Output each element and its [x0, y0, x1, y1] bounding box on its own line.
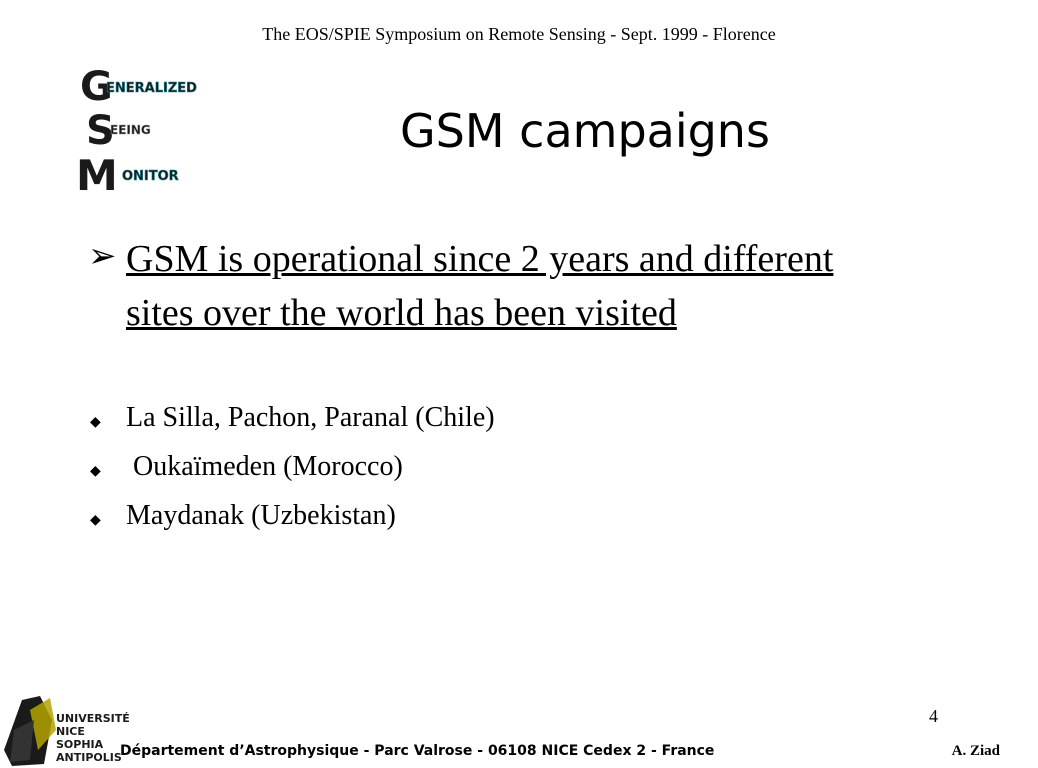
uni-logo-line-1: UNIVERSITÉ — [56, 712, 130, 725]
footer-author: A. Ziad — [951, 743, 1000, 759]
diamond-bullet-icon: ◆ — [90, 464, 101, 479]
diamond-bullet-icon: ◆ — [90, 513, 101, 528]
diamond-bullet-icon: ◆ — [90, 415, 101, 430]
logo-letter-s: S — [86, 108, 115, 154]
logo-letter-g: G — [80, 64, 113, 110]
list-item-label: La Silla, Pachon, Paranal (Chile) — [126, 402, 495, 433]
logo-word-2: EEING — [110, 123, 151, 137]
slide-title: GSM campaigns — [400, 104, 770, 158]
list-item-label: Oukaïmeden (Morocco) — [126, 451, 403, 482]
slide-header: The EOS/SPIE Symposium on Remote Sensing - Sept. 1999 - Florence — [262, 24, 776, 44]
university-logo — [0, 690, 130, 768]
uni-logo-line-3: SOPHIA — [56, 738, 104, 751]
logo-letter-m: M — [76, 151, 118, 200]
gsm-logo — [76, 64, 226, 200]
list-item-label: Maydanak (Uzbekistan) — [126, 500, 396, 531]
logo-word-3: ONITOR — [122, 169, 179, 184]
uni-logo-line-2: NICE — [56, 725, 85, 738]
arrow-bullet-icon: ➢ — [88, 238, 117, 275]
logo-word-1: ENERALIZED — [106, 81, 197, 96]
main-bullet-text: GSM is operational since 2 years and different sites over the world has been visited — [126, 238, 834, 334]
main-bullet — [88, 232, 848, 340]
page-number: 4 — [929, 706, 938, 726]
footer-department: Département d’Astrophysique - Parc Valrose - 06108 NICE Cedex 2 - France — [120, 743, 715, 759]
uni-logo-line-4: ANTIPOLIS — [56, 751, 122, 764]
